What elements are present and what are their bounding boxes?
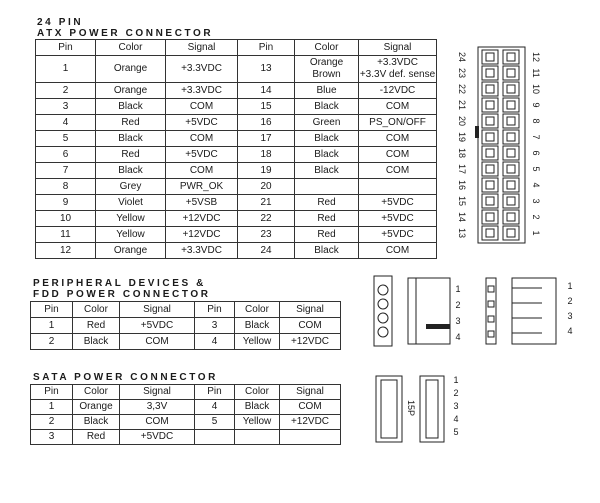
table-row (36, 163, 437, 179)
connector-type-label: 15P (406, 399, 416, 417)
cell-signal: PWR_OK (166, 179, 238, 195)
cell-signal: COM (359, 147, 437, 163)
pin-number-label: 6 (531, 150, 541, 156)
pin-socket (503, 194, 519, 208)
pin-number-label: 7 (531, 134, 541, 140)
connector-housing (478, 47, 525, 243)
pin-socket (378, 327, 388, 337)
cell-color (295, 179, 359, 195)
cell-signal: +5VDC (359, 227, 437, 243)
cell-pin: 9 (36, 195, 96, 211)
cell-signal (359, 179, 437, 195)
cell-signal: +5VDC (359, 211, 437, 227)
pin-contact (486, 213, 494, 221)
pin-contact (507, 53, 515, 61)
table-header-row (36, 40, 437, 56)
cell-pin: 23 (238, 227, 295, 243)
cell-signal: +12VDC (166, 227, 238, 243)
pin-contact (507, 229, 515, 237)
pin-number-label: 1 (567, 281, 573, 291)
sata-heading: SATA POWER CONNECTOR (33, 372, 218, 383)
cell-pin: 5 (36, 131, 96, 147)
cell-pin: 4 (195, 400, 235, 415)
cell-color: Blue (295, 83, 359, 99)
cell-signal: COM (120, 334, 195, 350)
pin-socket (482, 146, 498, 160)
cell-signal: +12VDC (166, 211, 238, 227)
cell-line: Orange (309, 57, 344, 68)
pin-contact (507, 117, 515, 125)
atx-pinout-table (35, 39, 437, 259)
latch-tab (475, 126, 479, 138)
column-header-signal: Signal (359, 40, 437, 56)
pin-number-label: 5 (453, 427, 459, 437)
pin-socket (503, 130, 519, 144)
cell-color: Orange (96, 56, 166, 83)
pin-socket (503, 50, 519, 64)
atx-heading-line1: 24 PIN (37, 17, 84, 28)
pin-number-label: 18 (457, 147, 467, 159)
cell-pin: 19 (238, 163, 295, 179)
cell-signal: COM (280, 400, 341, 415)
sata-front-housing (376, 376, 402, 442)
cell-color: Black (96, 131, 166, 147)
cell-pin: 21 (238, 195, 295, 211)
pin-number-label: 21 (457, 99, 467, 111)
pin-contact (486, 101, 494, 109)
pin-socket (482, 178, 498, 192)
pin-contact (486, 197, 494, 205)
pin-socket (482, 114, 498, 128)
table-row (36, 179, 437, 195)
pin-socket (482, 66, 498, 80)
cell-pin: 12 (36, 243, 96, 259)
pin-number-label: 22 (457, 83, 467, 95)
cell-signal: COM (166, 163, 238, 179)
column-header-pin: Pin (31, 385, 73, 400)
cell-color: Black (295, 131, 359, 147)
column-header-signal: Signal (166, 40, 238, 56)
pin-number-label: 19 (457, 131, 467, 143)
cell-signal: COM (359, 99, 437, 115)
cell-signal: +5VDC (120, 318, 195, 334)
cell-pin: 13 (238, 56, 295, 83)
pin-number-label: 20 (457, 115, 467, 127)
cell-pin: 7 (36, 163, 96, 179)
cell-pin: 20 (238, 179, 295, 195)
pin-contact (507, 181, 515, 189)
cell-color: Black (235, 400, 280, 415)
cell-signal: COM (120, 415, 195, 430)
cell-signal: +12VDC (280, 415, 341, 430)
cell-pin (195, 430, 235, 445)
pin-contact (507, 69, 515, 77)
pin-number-label: 17 (457, 163, 467, 175)
pin-contact (486, 85, 494, 93)
pin-contact (507, 165, 515, 173)
sata-side-housing (420, 376, 444, 442)
pin-socket (488, 331, 494, 337)
cell-pin: 14 (238, 83, 295, 99)
cell-color: Black (295, 163, 359, 179)
table-row (36, 227, 437, 243)
pin-contact (486, 229, 494, 237)
table-header-row (31, 385, 341, 400)
cell-color: Red (295, 211, 359, 227)
cell-color: Red (295, 195, 359, 211)
pin-socket (482, 98, 498, 112)
cell-signal: +5VDC (120, 430, 195, 445)
column-header-signal: Signal (120, 302, 195, 318)
cell-signal: 3,3V (120, 400, 195, 415)
pin-contact (507, 149, 515, 157)
column-header-color: Color (96, 40, 166, 56)
cell-color (235, 430, 280, 445)
pin-contact (507, 133, 515, 141)
cell-color: Red (73, 430, 120, 445)
table-row (31, 318, 341, 334)
pin-number-label: 12 (531, 51, 541, 63)
pin-contact (507, 213, 515, 221)
cell-color: Black (73, 334, 120, 350)
cell-pin: 15 (238, 99, 295, 115)
molex-connector-diagram (370, 274, 470, 354)
pin-socket (378, 313, 388, 323)
pin-socket (482, 226, 498, 240)
pin-socket (482, 162, 498, 176)
molex-side-housing (408, 278, 450, 344)
pin-contact (486, 165, 494, 173)
table-row (36, 195, 437, 211)
pin-socket (488, 301, 494, 307)
pin-contact (486, 53, 494, 61)
cell-pin: 3 (195, 318, 235, 334)
molex-front-housing (374, 276, 392, 346)
cell-signal: +5VDC (359, 195, 437, 211)
pin-number-label: 4 (455, 332, 461, 342)
cell-signal: +5VDC (166, 115, 238, 131)
atx-24pin-connector-diagram (448, 40, 598, 250)
pin-number-label: 5 (531, 166, 541, 172)
cell-signal: COM (280, 318, 341, 334)
table-row (31, 334, 341, 350)
column-header-color: Color (235, 385, 280, 400)
pin-number-label: 2 (567, 296, 573, 306)
pin-number-label: 3 (455, 316, 461, 326)
pin-number-label: 10 (531, 83, 541, 95)
peripheral-heading-line1: PERIPHERAL DEVICES & (33, 278, 206, 289)
table-row (36, 83, 437, 99)
pin-socket (488, 316, 494, 322)
peripheral-pinout-table (30, 301, 341, 350)
table-row (31, 415, 341, 430)
cell-pin: 10 (36, 211, 96, 227)
pin-number-label: 14 (457, 211, 467, 223)
pin-socket (503, 178, 519, 192)
fdd-connector-diagram (482, 274, 582, 354)
cell-color: Red (73, 318, 120, 334)
cell-color (295, 56, 359, 83)
cell-color: Grey (96, 179, 166, 195)
table-row (36, 131, 437, 147)
cell-color: Violet (96, 195, 166, 211)
pin-socket (503, 114, 519, 128)
table-row (31, 400, 341, 415)
key-bar (426, 324, 450, 329)
sata-side-slot (426, 380, 438, 438)
cell-line: Brown (312, 69, 341, 80)
pin-number-label: 4 (453, 414, 459, 424)
cell-color: Black (295, 147, 359, 163)
cell-color: Yellow (96, 227, 166, 243)
pin-socket (482, 82, 498, 96)
cell-color: Black (235, 318, 280, 334)
cell-color: Red (295, 227, 359, 243)
table-row (36, 211, 437, 227)
cell-color: Black (96, 99, 166, 115)
sata-connector-diagram (370, 370, 470, 450)
pin-socket (482, 130, 498, 144)
cell-pin: 4 (36, 115, 96, 131)
pin-number-label: 3 (567, 311, 573, 321)
pin-number-label: 1 (455, 284, 461, 294)
table-row (36, 56, 437, 83)
cell-pin: 8 (36, 179, 96, 195)
pin-contact (486, 149, 494, 157)
cell-signal: +3.3VDC (166, 83, 238, 99)
cell-signal: +5VDC (166, 147, 238, 163)
pin-number-label: 8 (531, 118, 541, 124)
cell-color: Orange (96, 83, 166, 99)
cell-color: Yellow (235, 415, 280, 430)
table-row (31, 430, 341, 445)
cell-color: Black (96, 163, 166, 179)
cell-signal: +12VDC (280, 334, 341, 350)
cell-pin: 4 (195, 334, 235, 350)
cell-signal: COM (166, 99, 238, 115)
column-header-pin: Pin (238, 40, 295, 56)
cell-pin: 16 (238, 115, 295, 131)
table-row (36, 243, 437, 259)
pin-socket (503, 146, 519, 160)
cell-line: +3.3VDC (377, 57, 418, 68)
cell-pin: 3 (31, 430, 73, 445)
cell-pin: 2 (31, 334, 73, 350)
cell-color: Orange (96, 243, 166, 259)
pin-socket (503, 226, 519, 240)
cell-signal: +3.3VDC (166, 56, 238, 83)
column-header-pin: Pin (31, 302, 73, 318)
column-header-signal: Signal (120, 385, 195, 400)
pin-contact (486, 181, 494, 189)
atx-heading-line2: ATX POWER CONNECTOR (37, 28, 214, 39)
table-row (36, 99, 437, 115)
cell-pin: 1 (31, 400, 73, 415)
cell-signal (280, 430, 341, 445)
cell-signal: PS_ON/OFF (359, 115, 437, 131)
column-header-signal: Signal (280, 302, 341, 318)
cell-pin: 17 (238, 131, 295, 147)
column-header-signal: Signal (280, 385, 341, 400)
pin-socket (503, 98, 519, 112)
cell-color: Black (295, 99, 359, 115)
cell-pin: 1 (36, 56, 96, 83)
pin-socket (503, 210, 519, 224)
pin-number-label: 9 (531, 102, 541, 108)
pin-socket (482, 194, 498, 208)
cell-signal: COM (166, 131, 238, 147)
pin-number-label: 2 (531, 214, 541, 220)
pin-number-label: 1 (531, 230, 541, 236)
cell-color: Red (96, 115, 166, 131)
cell-pin: 18 (238, 147, 295, 163)
pin-number-label: 2 (453, 388, 459, 398)
pin-number-label: 3 (531, 198, 541, 204)
pin-socket (503, 66, 519, 80)
pin-socket (503, 82, 519, 96)
cell-color: Yellow (96, 211, 166, 227)
pin-socket (503, 162, 519, 176)
pin-number-label: 15 (457, 195, 467, 207)
cell-color: Red (96, 147, 166, 163)
pin-number-label: 3 (453, 401, 459, 411)
pin-socket (488, 286, 494, 292)
pin-number-label: 24 (457, 51, 467, 63)
table-row (36, 115, 437, 131)
cell-pin: 24 (238, 243, 295, 259)
pin-contact (486, 117, 494, 125)
cell-signal: COM (359, 163, 437, 179)
cell-pin: 11 (36, 227, 96, 243)
cell-signal (359, 56, 437, 83)
column-header-pin: Pin (195, 385, 235, 400)
pin-contact (507, 85, 515, 93)
cell-signal: -12VDC (359, 83, 437, 99)
pin-contact (486, 133, 494, 141)
pin-number-label: 1 (453, 375, 459, 385)
cell-signal: +3.3VDC (166, 243, 238, 259)
pin-contact (507, 197, 515, 205)
pin-contact (486, 69, 494, 77)
pin-number-label: 13 (457, 227, 467, 239)
cell-color: Yellow (235, 334, 280, 350)
column-header-pin: Pin (195, 302, 235, 318)
cell-signal: COM (359, 243, 437, 259)
pin-socket (482, 210, 498, 224)
cell-line: +3.3V def. sense (359, 69, 436, 80)
column-header-pin: Pin (36, 40, 96, 56)
pin-socket (378, 285, 388, 295)
pin-number-label: 2 (455, 300, 461, 310)
pin-number-label: 4 (531, 182, 541, 188)
column-header-color: Color (295, 40, 359, 56)
pin-number-label: 4 (567, 326, 573, 336)
cell-pin: 3 (36, 99, 96, 115)
sata-pinout-table (30, 384, 341, 445)
cell-signal: COM (359, 131, 437, 147)
pin-number-label: 11 (531, 68, 541, 78)
cell-pin: 5 (195, 415, 235, 430)
column-header-color: Color (235, 302, 280, 318)
cell-color: Black (295, 243, 359, 259)
cell-pin: 2 (36, 83, 96, 99)
pin-socket (482, 50, 498, 64)
pin-number-label: 23 (457, 67, 467, 79)
cell-color: Green (295, 115, 359, 131)
table-header-row (31, 302, 341, 318)
cell-pin: 2 (31, 415, 73, 430)
column-header-color: Color (73, 302, 120, 318)
pin-socket (378, 299, 388, 309)
column-header-color: Color (73, 385, 120, 400)
cell-color: Black (73, 415, 120, 430)
cell-pin: 1 (31, 318, 73, 334)
cell-pin: 6 (36, 147, 96, 163)
peripheral-heading-line2: FDD POWER CONNECTOR (33, 289, 211, 300)
cell-pin: 22 (238, 211, 295, 227)
pin-number-label: 16 (457, 179, 467, 191)
cell-color: Orange (73, 400, 120, 415)
sata-front-slot (381, 380, 397, 438)
pin-contact (507, 101, 515, 109)
table-row (36, 147, 437, 163)
cell-signal: +5VSB (166, 195, 238, 211)
